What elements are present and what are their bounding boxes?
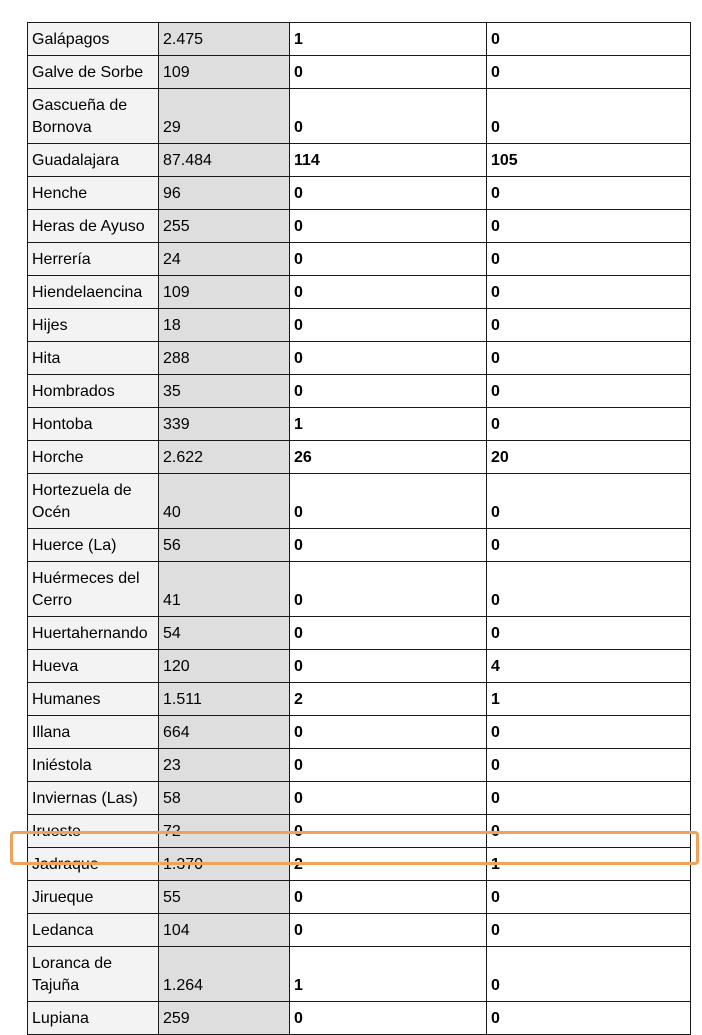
municipality-name: Jirueque <box>28 881 159 914</box>
table-row <box>28 815 691 848</box>
count-a-value: 0 <box>290 782 487 815</box>
table-row <box>28 782 691 815</box>
table-row <box>28 210 691 243</box>
municipality-name: Huerce (La) <box>28 529 159 562</box>
table-row <box>28 914 691 947</box>
population-value: 1.264 <box>159 947 290 1002</box>
count-b-value: 1 <box>487 848 691 881</box>
municipality-name: Humanes <box>28 683 159 716</box>
population-value: 259 <box>159 1002 290 1035</box>
table-row <box>28 276 691 309</box>
table-row-highlighted <box>28 848 691 881</box>
table-row <box>28 243 691 276</box>
count-a-value: 0 <box>290 650 487 683</box>
count-a-value: 0 <box>290 749 487 782</box>
population-value: 255 <box>159 210 290 243</box>
municipality-name: Huertahernando <box>28 617 159 650</box>
population-value: 23 <box>159 749 290 782</box>
count-b-value: 0 <box>487 881 691 914</box>
municipality-name: Iniéstola <box>28 749 159 782</box>
population-value: 29 <box>159 89 290 144</box>
municipality-name: Jadraque <box>28 848 159 881</box>
municipality-name: Ledanca <box>28 914 159 947</box>
population-value: 1.511 <box>159 683 290 716</box>
count-b-value: 0 <box>487 474 691 529</box>
count-b-value: 0 <box>487 243 691 276</box>
count-b-value: 0 <box>487 375 691 408</box>
table-row <box>28 683 691 716</box>
count-a-value: 0 <box>290 210 487 243</box>
count-b-value: 0 <box>487 177 691 210</box>
population-value: 55 <box>159 881 290 914</box>
municipality-name: Galve de Sorbe <box>28 56 159 89</box>
municipality-name: Galápagos <box>28 23 159 56</box>
count-b-value: 105 <box>487 144 691 177</box>
count-b-value: 0 <box>487 89 691 144</box>
population-value: 58 <box>159 782 290 815</box>
table-row <box>28 23 691 56</box>
count-a-value: 1 <box>290 23 487 56</box>
municipality-name: Herrería <box>28 243 159 276</box>
table-row <box>28 947 691 1002</box>
municipality-name: Gascueña de Bornova <box>28 89 159 144</box>
table-row <box>28 441 691 474</box>
count-a-value: 114 <box>290 144 487 177</box>
table-row <box>28 342 691 375</box>
count-a-value: 0 <box>290 562 487 617</box>
table-row <box>28 881 691 914</box>
count-a-value: 0 <box>290 881 487 914</box>
count-a-value: 2 <box>290 683 487 716</box>
count-a-value: 0 <box>290 177 487 210</box>
count-b-value: 0 <box>487 716 691 749</box>
count-a-value: 0 <box>290 474 487 529</box>
count-b-value: 0 <box>487 309 691 342</box>
population-value: 40 <box>159 474 290 529</box>
count-b-value: 0 <box>487 617 691 650</box>
count-a-value: 26 <box>290 441 487 474</box>
population-value: 87.484 <box>159 144 290 177</box>
count-a-value: 0 <box>290 56 487 89</box>
population-value: 109 <box>159 56 290 89</box>
count-a-value: 0 <box>290 716 487 749</box>
table-row <box>28 375 691 408</box>
population-value: 288 <box>159 342 290 375</box>
count-b-value: 0 <box>487 276 691 309</box>
count-b-value: 4 <box>487 650 691 683</box>
municipality-name: Guadalajara <box>28 144 159 177</box>
table-row <box>28 144 691 177</box>
population-value: 2.622 <box>159 441 290 474</box>
municipality-name: Illana <box>28 716 159 749</box>
count-b-value: 0 <box>487 914 691 947</box>
count-b-value: 0 <box>487 749 691 782</box>
population-value: 35 <box>159 375 290 408</box>
municipality-table <box>27 22 691 1035</box>
count-a-value: 2 <box>290 848 487 881</box>
count-a-value: 0 <box>290 243 487 276</box>
population-value: 1.370 <box>159 848 290 881</box>
municipality-name: Henche <box>28 177 159 210</box>
municipality-name: Huérmeces del Cerro <box>28 562 159 617</box>
count-a-value: 0 <box>290 276 487 309</box>
count-a-value: 1 <box>290 408 487 441</box>
population-value: 24 <box>159 243 290 276</box>
municipality-name: Horche <box>28 441 159 474</box>
municipality-name: Irueste <box>28 815 159 848</box>
count-a-value: 0 <box>290 342 487 375</box>
table-row <box>28 177 691 210</box>
population-value: 339 <box>159 408 290 441</box>
table-row <box>28 716 691 749</box>
count-a-value: 0 <box>290 617 487 650</box>
count-b-value: 1 <box>487 683 691 716</box>
table-row <box>28 56 691 89</box>
count-a-value: 0 <box>290 529 487 562</box>
population-value: 109 <box>159 276 290 309</box>
count-b-value: 0 <box>487 23 691 56</box>
table-row <box>28 749 691 782</box>
count-b-value: 0 <box>487 529 691 562</box>
count-b-value: 0 <box>487 56 691 89</box>
municipality-name: Loranca de Tajuña <box>28 947 159 1002</box>
population-value: 54 <box>159 617 290 650</box>
table-row <box>28 529 691 562</box>
table-row <box>28 309 691 342</box>
municipality-name: Hombrados <box>28 375 159 408</box>
population-value: 120 <box>159 650 290 683</box>
count-a-value: 0 <box>290 914 487 947</box>
table-row <box>28 474 691 529</box>
table-row <box>28 408 691 441</box>
municipality-name: Inviernas (Las) <box>28 782 159 815</box>
count-b-value: 0 <box>487 1002 691 1035</box>
municipality-name: Lupiana <box>28 1002 159 1035</box>
count-a-value: 0 <box>290 375 487 408</box>
municipality-name: Hueva <box>28 650 159 683</box>
population-value: 56 <box>159 529 290 562</box>
municipality-name: Heras de Ayuso <box>28 210 159 243</box>
count-b-value: 0 <box>487 815 691 848</box>
population-value: 72 <box>159 815 290 848</box>
count-a-value: 1 <box>290 947 487 1002</box>
count-b-value: 0 <box>487 210 691 243</box>
municipality-name: Hortezuela de Océn <box>28 474 159 529</box>
population-value: 41 <box>159 562 290 617</box>
municipality-name: Hontoba <box>28 408 159 441</box>
count-a-value: 0 <box>290 309 487 342</box>
count-b-value: 0 <box>487 408 691 441</box>
municipality-name: Hijes <box>28 309 159 342</box>
municipality-name: Hiendelaencina <box>28 276 159 309</box>
count-a-value: 0 <box>290 815 487 848</box>
table-row <box>28 1002 691 1035</box>
count-a-value: 0 <box>290 89 487 144</box>
municipality-name: Hita <box>28 342 159 375</box>
count-b-value: 20 <box>487 441 691 474</box>
count-a-value: 0 <box>290 1002 487 1035</box>
population-value: 18 <box>159 309 290 342</box>
population-value: 96 <box>159 177 290 210</box>
count-b-value: 0 <box>487 562 691 617</box>
count-b-value: 0 <box>487 782 691 815</box>
count-b-value: 0 <box>487 342 691 375</box>
table-row <box>28 89 691 144</box>
population-value: 2.475 <box>159 23 290 56</box>
population-value: 104 <box>159 914 290 947</box>
table-row <box>28 562 691 617</box>
table-row <box>28 650 691 683</box>
table-row <box>28 617 691 650</box>
population-value: 664 <box>159 716 290 749</box>
count-b-value: 0 <box>487 947 691 1002</box>
